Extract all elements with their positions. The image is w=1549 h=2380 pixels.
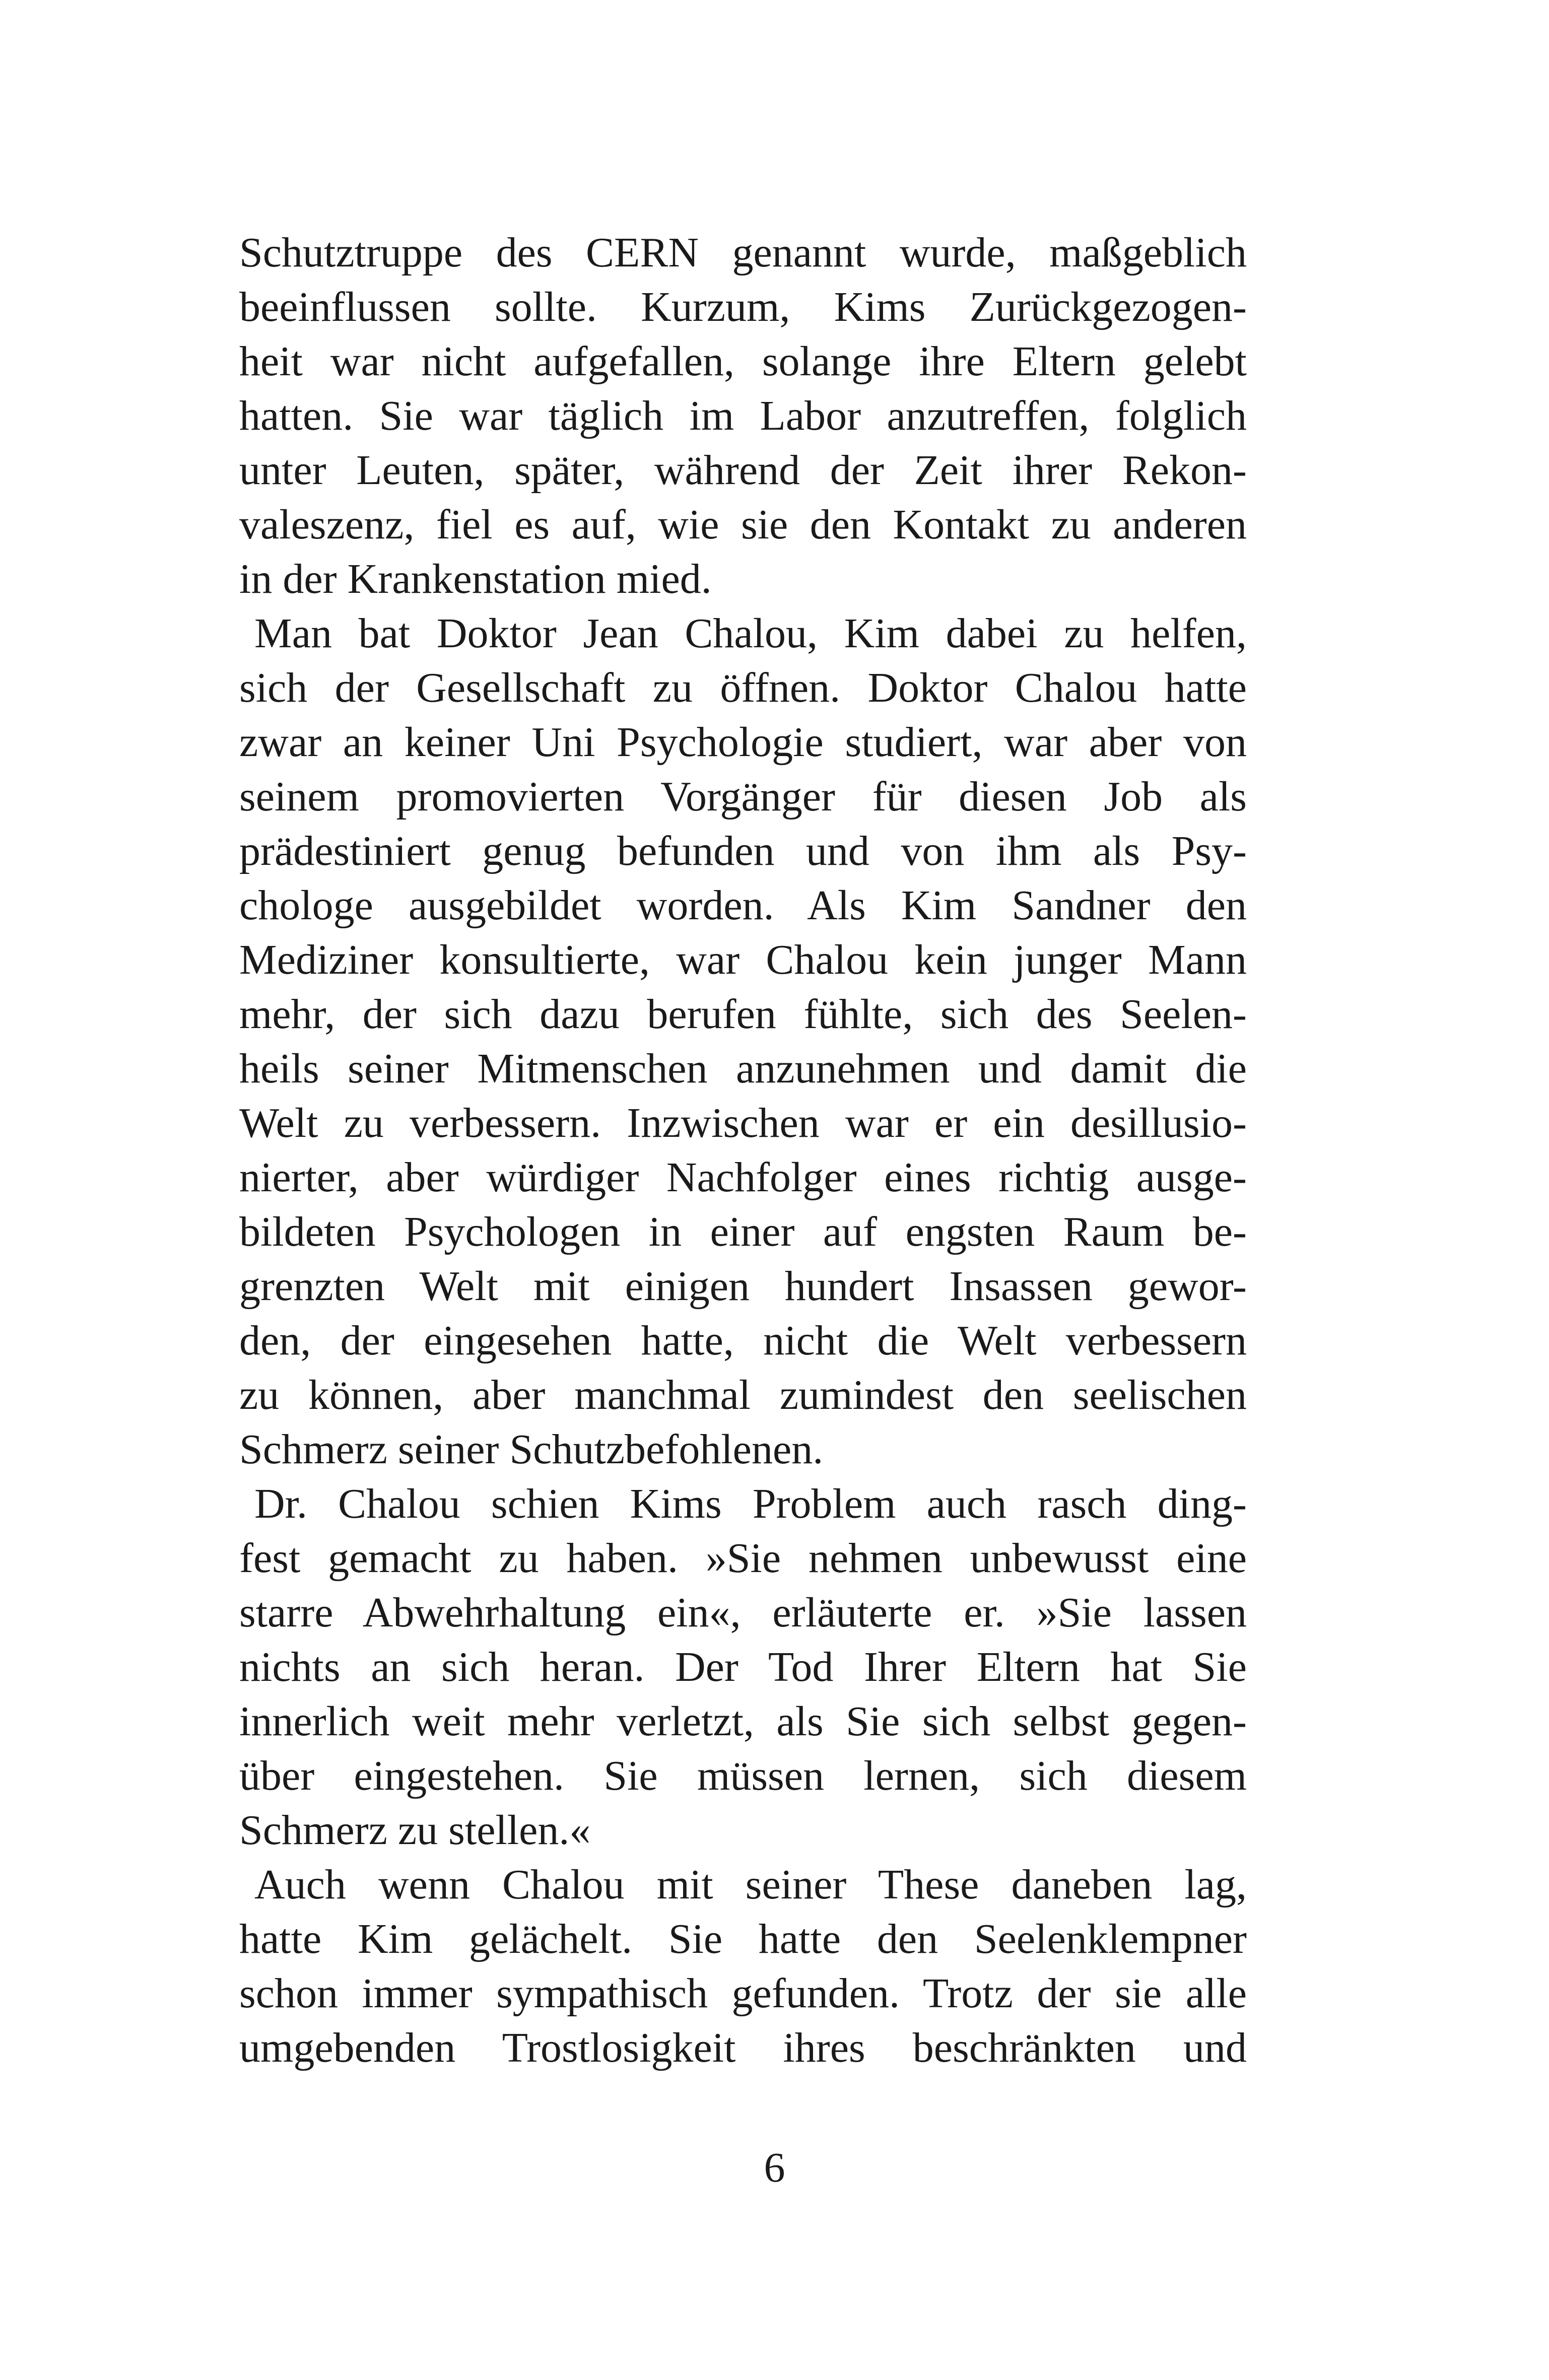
text-line: Schmerz zu stellen.« <box>239 1807 591 1854</box>
text-line: prädestiniert genug befunden und von ihm als Psy- <box>239 828 1247 874</box>
text-line: Welt zu verbessern. Inzwischen war er ein desillusio- <box>239 1100 1247 1146</box>
text-line: heils seiner Mitmenschen anzunehmen und damit die <box>239 1045 1247 1092</box>
text-line: heit war nicht aufgefallen, solange ihre Eltern gelebt <box>239 338 1247 385</box>
text-line: Schutztruppe des CERN genannt wurde, maßgeblich <box>239 229 1247 276</box>
paragraph-4 <box>239 1858 1247 2075</box>
text-line: unter Leuten, später, während der Zeit ihrer Rekon- <box>239 447 1247 494</box>
text-line: seinem promovierten Vorgänger für diesen Job als <box>239 773 1247 820</box>
text-line: hatte Kim gelächelt. Sie hatte den Seelenklempner <box>239 1916 1247 1962</box>
text-line: innerlich weit mehr verletzt, als Sie sich selbst gegen- <box>239 1698 1247 1745</box>
text-line: Man bat Doktor Jean Chalou, Kim dabei zu helfen, <box>254 610 1247 657</box>
text-line: valeszenz, fiel es auf, wie sie den Kontakt zu anderen <box>239 501 1247 548</box>
text-line: nichts an sich heran. Der Tod Ihrer Eltern hat Sie <box>239 1644 1247 1690</box>
text-line: umgebenden Trostlosigkeit ihres beschränkten und <box>239 2024 1247 2071</box>
paragraph-3 <box>239 1477 1247 1858</box>
text-line: grenzten Welt mit einigen hundert Insassen gewor- <box>239 1263 1247 1310</box>
text-line: starre Abwehrhaltung ein«, erläuterte er. »Sie lassen <box>239 1589 1247 1636</box>
text-line: schon immer sympathisch gefunden. Trotz der sie alle <box>239 1970 1247 2017</box>
body-text <box>239 226 1247 2075</box>
text-line: sich der Gesellschaft zu öffnen. Doktor Chalou hatte <box>239 664 1247 711</box>
text-line: hatten. Sie war täglich im Labor anzutreffen, folglich <box>239 392 1247 439</box>
text-line: zu können, aber manchmal zumindest den seelischen <box>239 1372 1247 1418</box>
text-line: bildeten Psychologen in einer auf engsten Raum be- <box>239 1208 1247 1255</box>
text-line: Auch wenn Chalou mit seiner These daneben lag, <box>254 1861 1247 1908</box>
text-line: den, der eingesehen hatte, nicht die Welt verbessern <box>239 1317 1247 1364</box>
page-number: 6 <box>764 2144 785 2191</box>
paragraph-2 <box>239 606 1247 1477</box>
text-line: Schmerz seiner Schutzbefohlenen. <box>239 1426 824 1473</box>
text-line: fest gemacht zu haben. »Sie nehmen unbewusst eine <box>239 1535 1247 1582</box>
text-line: beeinflussen sollte. Kurzum, Kims Zurückgezogen- <box>239 284 1247 330</box>
text-line: chologe ausgebildet worden. Als Kim Sandner den <box>239 882 1247 929</box>
text-line: Dr. Chalou schien Kims Problem auch rasch ding- <box>254 1480 1247 1527</box>
paragraph-1 <box>239 226 1247 606</box>
text-line: über eingestehen. Sie müssen lernen, sich diesem <box>239 1752 1247 1799</box>
text-line: nierter, aber würdiger Nachfolger eines richtig ausge- <box>239 1154 1247 1201</box>
text-line: mehr, der sich dazu berufen fühlte, sich des Seelen- <box>239 991 1247 1038</box>
text-line: zwar an keiner Uni Psychologie studiert, war aber von <box>239 719 1247 766</box>
text-line: Mediziner konsultierte, war Chalou kein junger Mann <box>239 936 1247 983</box>
text-line: in der Krankenstation mied. <box>239 556 712 602</box>
